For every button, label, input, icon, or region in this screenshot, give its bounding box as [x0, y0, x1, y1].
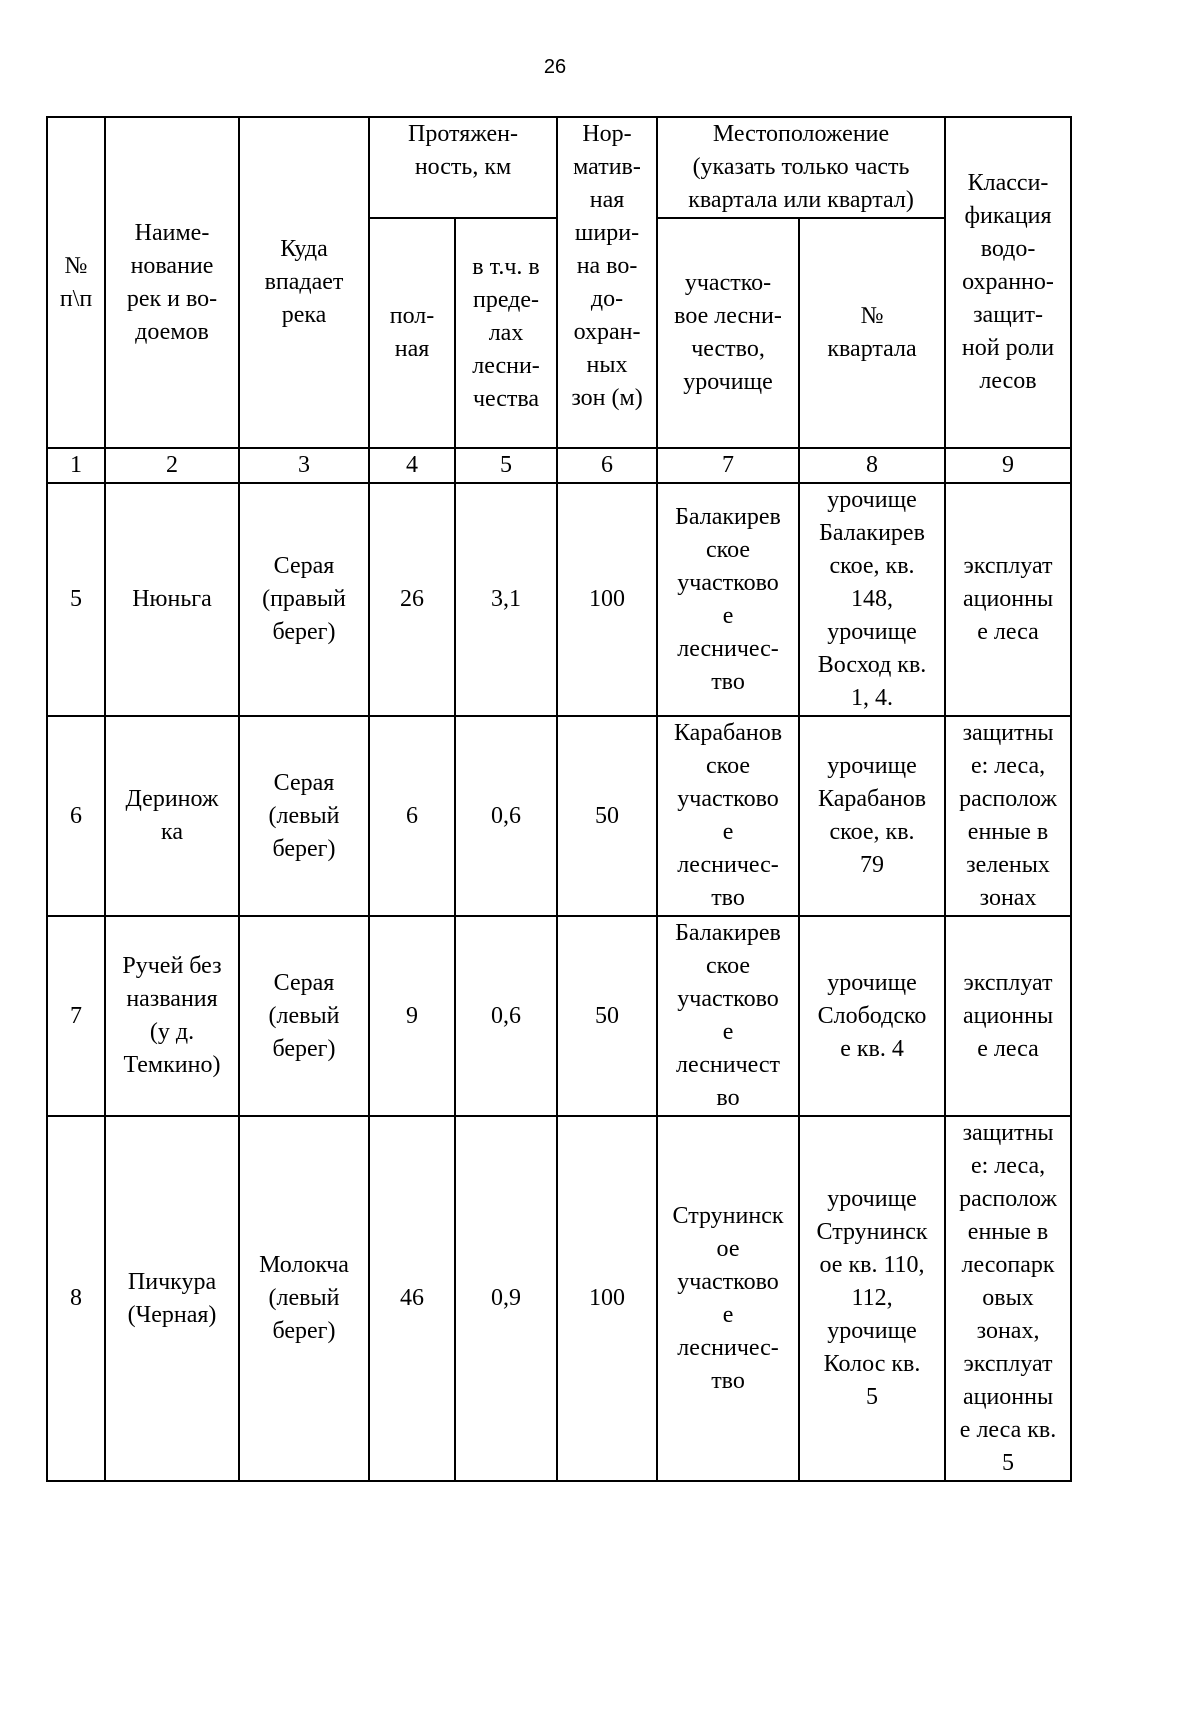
- table-row: [47, 1116, 1071, 1481]
- row-quarter: урочище Струнинск ое кв. 110, 112, урочище Колос кв. 5: [799, 1116, 945, 1481]
- row-length-total: 46: [369, 1116, 455, 1481]
- row-number: 8: [47, 1116, 105, 1481]
- row-number: 5: [47, 483, 105, 716]
- row-name: Пичкура (Черная): [105, 1116, 239, 1481]
- row-mouth: Молокча (левый берег): [239, 1116, 369, 1481]
- row-name: Нюньга: [105, 483, 239, 716]
- column-number: 8: [799, 448, 945, 483]
- row-mouth: Серая (левый берег): [239, 916, 369, 1116]
- header-quarter: № квартала: [799, 218, 945, 448]
- column-number: 1: [47, 448, 105, 483]
- column-number: 3: [239, 448, 369, 483]
- header-name: Наиме- нование рек и во- доемов: [105, 117, 239, 448]
- row-length-total: 26: [369, 483, 455, 716]
- column-number: 9: [945, 448, 1071, 483]
- row-length-forestry: 0,9: [455, 1116, 557, 1481]
- row-forestry: Балакирев ское участково е лесничест во: [657, 916, 799, 1116]
- row-quarter: урочище Балакирев ское, кв. 148, урочище Восход кв. 1, 4.: [799, 483, 945, 716]
- page-number: 26: [543, 56, 567, 78]
- column-number: 6: [557, 448, 657, 483]
- row-quarter: урочище Карабанов ское, кв. 79: [799, 716, 945, 916]
- row-number: 7: [47, 916, 105, 1116]
- row-quarter: урочище Слободско е кв. 4: [799, 916, 945, 1116]
- header-number: № п\п: [47, 117, 105, 448]
- column-number: 7: [657, 448, 799, 483]
- water-bodies-table: [46, 116, 1072, 1482]
- row-classification: эксплуат ационны е леса: [945, 483, 1071, 716]
- row-classification: защитны е: леса, располож енные в зеленых зонах: [945, 716, 1071, 916]
- header-length-forestry: в т.ч. в преде- лах лесни- чества: [455, 218, 557, 448]
- header-length-group: Протяжен- ность, км: [369, 117, 557, 218]
- header-length-total: пол- ная: [369, 218, 455, 448]
- row-forestry: Карабанов ское участково е лесничес- тво: [657, 716, 799, 916]
- header-row-1: [47, 117, 1071, 218]
- row-length-forestry: 3,1: [455, 483, 557, 716]
- table-row: [47, 916, 1071, 1116]
- column-number: 2: [105, 448, 239, 483]
- row-zone-width: 100: [557, 483, 657, 716]
- header-location-group: Местоположение (указать только часть квартала или квартал): [657, 117, 945, 218]
- row-zone-width: 100: [557, 1116, 657, 1481]
- row-mouth: Серая (правый берег): [239, 483, 369, 716]
- row-zone-width: 50: [557, 716, 657, 916]
- column-number: 4: [369, 448, 455, 483]
- header-zone-width: Нор- матив- ная шири- на во- до- охран- ных зон (м): [557, 117, 657, 448]
- column-number: 5: [455, 448, 557, 483]
- header-mouth: Куда впадает река: [239, 117, 369, 448]
- header-forestry: участко- вое лесни- чество, урочище: [657, 218, 799, 448]
- row-forestry: Балакирев ское участково е лесничес- тво: [657, 483, 799, 716]
- row-zone-width: 50: [557, 916, 657, 1116]
- table-row: [47, 716, 1071, 916]
- table-row: [47, 483, 1071, 716]
- row-name: Ручей без названия (у д. Темкино): [105, 916, 239, 1116]
- row-length-total: 6: [369, 716, 455, 916]
- row-length-forestry: 0,6: [455, 716, 557, 916]
- column-numbers-row: [47, 448, 1071, 483]
- row-classification: эксплуат ационны е леса: [945, 916, 1071, 1116]
- header-classification: Класси- фикация водо- охранно- защит- ной роли лесов: [945, 117, 1071, 448]
- row-length-forestry: 0,6: [455, 916, 557, 1116]
- row-number: 6: [47, 716, 105, 916]
- row-forestry: Струнинск ое участково е лесничес- тво: [657, 1116, 799, 1481]
- row-name: Деринож ка: [105, 716, 239, 916]
- row-mouth: Серая (левый берег): [239, 716, 369, 916]
- row-length-total: 9: [369, 916, 455, 1116]
- row-classification: защитны е: леса, располож енные в лесопарк овых зонах, эксплуат ационны е леса кв. 5: [945, 1116, 1071, 1481]
